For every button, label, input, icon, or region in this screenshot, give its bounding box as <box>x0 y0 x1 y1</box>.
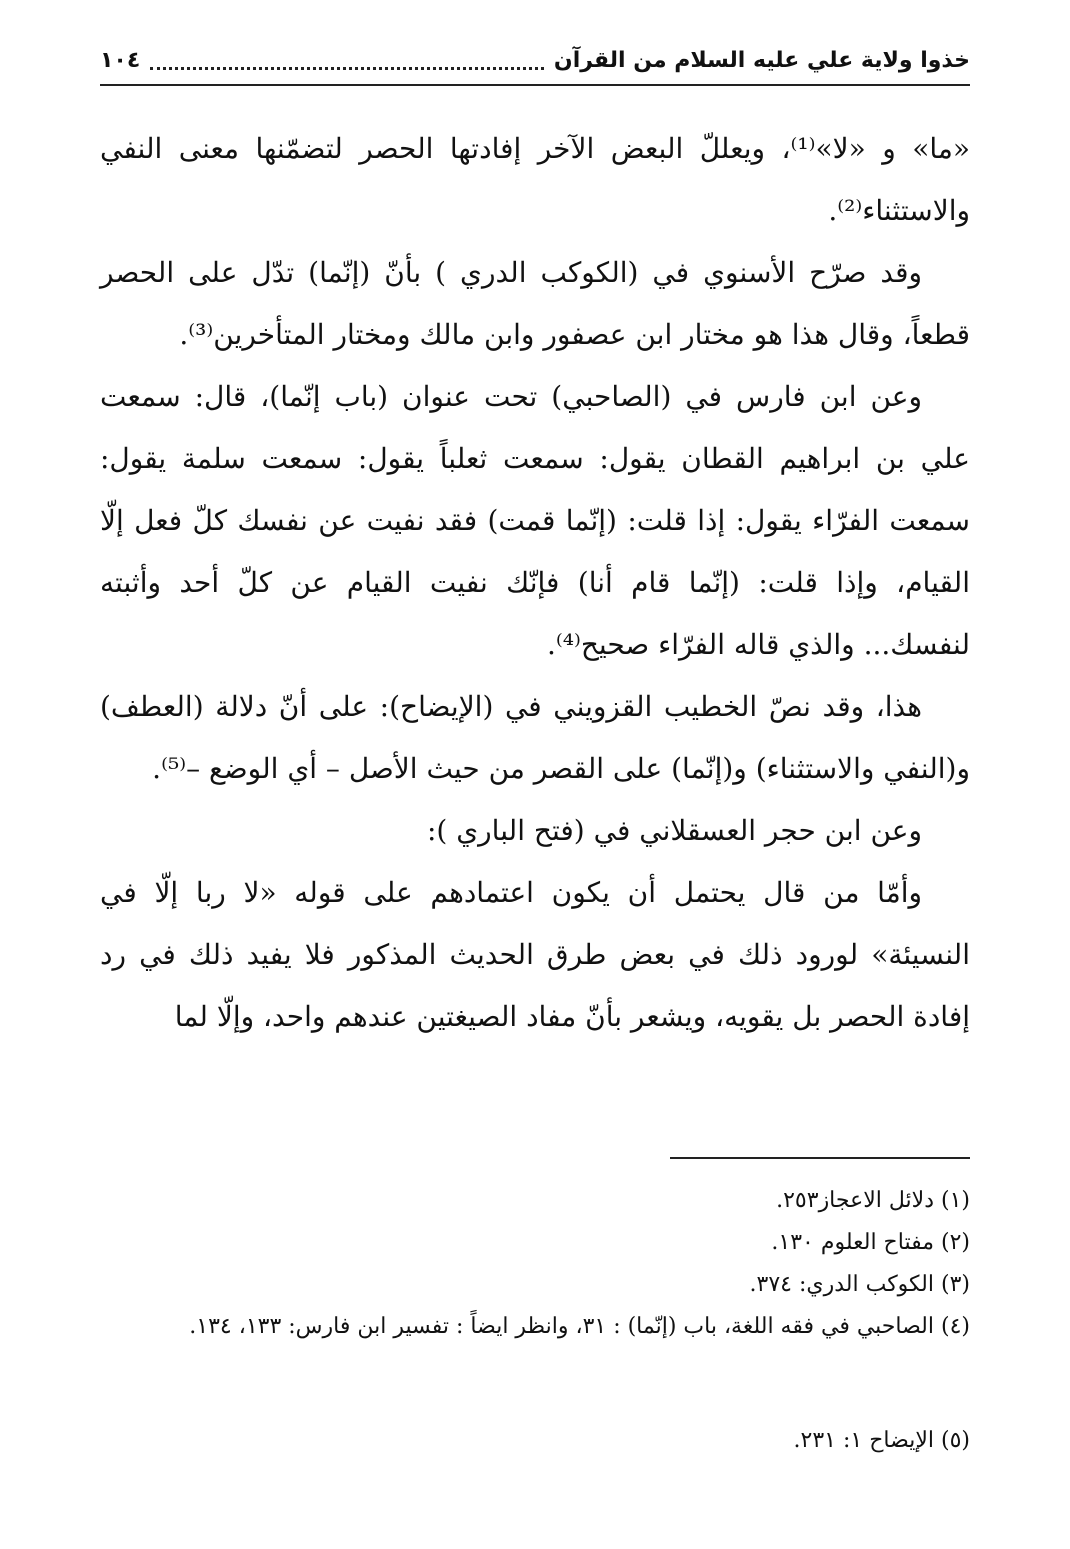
paragraph-3: وعن ابن فارس في (الصاحبي) تحت عنوان (باب إنّما)، قال: سمعت علي بن ابراهيم القطان يقول: سمعت ثعلباً يقول: سمعت سلمة يقول: سمعت الفرّاء يقول: إذا قلت: (إنّما قمت) فقد نفيت عن نفسك كلّ فعل إلّا القيام، وإذا قلت: (إنّما قام أنا) فإنّك نفيت القيام عن كلّ أحد وأثبته لنفسك... والذي قاله الفرّاء صحيح⁽⁴⁾. <box>100 380 970 661</box>
paragraph-6: وأمّا من قال يحتمل أن يكون اعتمادهم على قوله «لا ربا إلّا في النسيئة» لورود ذلك في بعض طرق الحديث المذكور فلا يفيد ذلك في رد إفادة الحصر بل يقويه، ويشعر بأنّ مفاد الصيغتين عندهم واحد، وإلّا لما <box>100 876 970 1033</box>
paragraph-2: وقد صرّح الأسنوي في (الكوكب الدري ) بأنّ (إنّما) تدّل على الحصر قطعاً، وقال هذا هو مختار ابن عصفور وابن مالك ومختار المتأخرين⁽³⁾. <box>100 256 970 351</box>
body-text <box>100 118 970 1048</box>
footnote-3: (٣) الكوكب الدري: ٣٧٤. <box>749 1272 970 1297</box>
footnote-4: (٤) الصاحبي في فقه اللغة، باب (إنّما) : ٣١، وانظر ايضاً : تفسير ابن فارس: ١٣٣، ١٣٤. <box>189 1314 970 1339</box>
footnote-rule <box>670 1157 970 1159</box>
page-number: ١٠٤ <box>100 47 141 73</box>
footnote-1: (١) دلائل الاعجاز٢٥٣. <box>776 1188 970 1213</box>
footnote-2: (٢) مفتاح العلوم ١٣٠. <box>771 1230 970 1255</box>
header-title: خذوا ولاية علي عليه السلام من القرآن <box>553 47 970 73</box>
footnote-5: (٥) الإيضاح ١: ٢٣١. <box>793 1428 970 1453</box>
paragraph-4: هذا، وقد نصّ الخطيب القزويني في (الإيضاح): على أنّ دلالة (العطف) و(النفي والاستثناء) و(إنّما) على القصر من حيث الأصل – أي الوضع –⁽⁵⁾. <box>100 690 970 785</box>
paragraph-1: «ما» و «لا»⁽¹⁾، ويعللّ البعض الآخر إفادتها الحصر لتضمّنها معنى النفي والاستثناء⁽²⁾. <box>100 132 970 227</box>
header-rule <box>100 84 970 86</box>
paragraph-5: وعن ابن حجر العسقلاني في (فتح الباري ): <box>426 814 922 847</box>
footnotes <box>100 1180 970 1462</box>
running-header <box>100 40 970 80</box>
header-leader-dots <box>150 67 544 70</box>
book-page <box>100 0 970 1549</box>
